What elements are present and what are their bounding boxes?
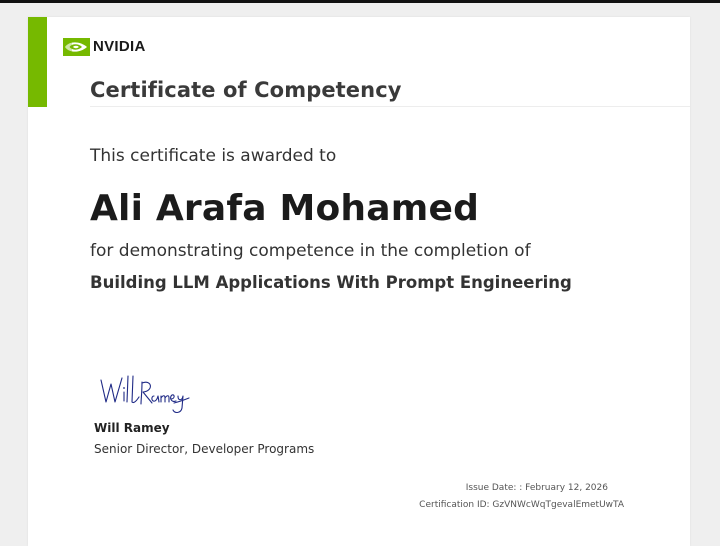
award-phrase: for demonstrating competence in the completion of	[90, 241, 531, 261]
certification-id: Certification ID: GzVNWcWqTgevalEmetUwTA	[419, 500, 624, 510]
brand-wordmark: NVIDIA	[93, 38, 146, 55]
top-rule	[0, 0, 720, 3]
nvidia-logo	[63, 38, 146, 56]
signer-title: Senior Director, Developer Programs	[94, 442, 315, 456]
certificate-card	[28, 17, 690, 546]
header-divider	[90, 106, 690, 107]
nvidia-eye-icon	[63, 38, 90, 56]
signer-name: Will Ramey	[94, 421, 170, 435]
award-intro: This certificate is awarded to	[90, 146, 337, 166]
accent-bar	[28, 17, 47, 107]
recipient-name: Ali Arafa Mohamed	[90, 188, 480, 229]
course-name: Building LLM Applications With Prompt Engineering	[90, 273, 572, 292]
issue-date: Issue Date: : February 12, 2026	[465, 483, 608, 493]
certificate-title: Certificate of Competency	[90, 78, 402, 102]
signature-image	[98, 372, 190, 417]
